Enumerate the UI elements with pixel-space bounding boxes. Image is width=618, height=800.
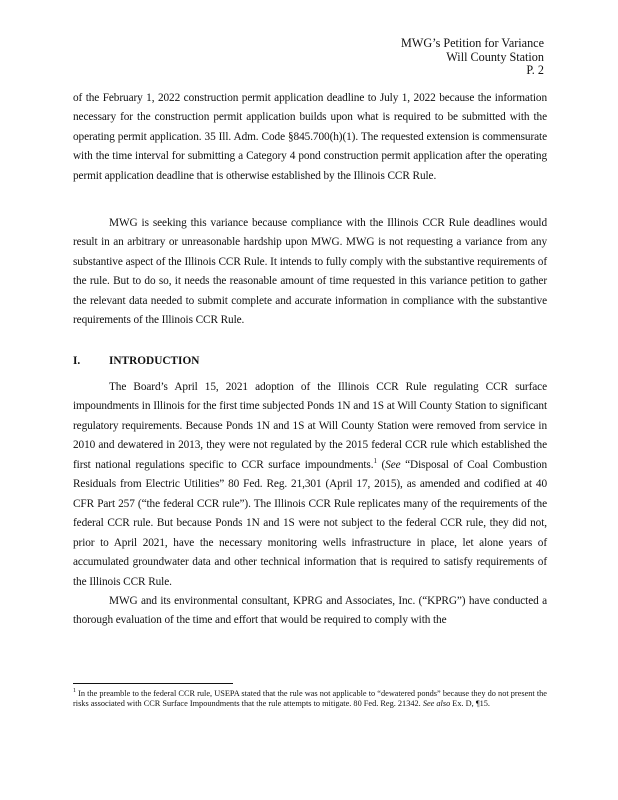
paragraph-2-text: MWG is seeking this variance because compliance with the Illinois CCR Rule deadlines would result in an arbitrary or unreasonable hardship upon MWG. MWG is not requesting a variance from any substantive aspect of the Illinois CCR Rule. It intends to fully comply with the substantive requirements of the rule. But to do so, it needs the reasonable amount of time requested in this variance petition to gather the relevant data needed to submit complete and accurate information in compliance with the substantive requirements of the Illinois CCR Rule. [73,217,547,327]
footnote-text-end: Ex. D, ¶15. [450,699,490,709]
paragraph-3-text-end: “Disposal of Coal Combustion Residuals from Electric Utilities” 80 Fed. Reg. 21,301 (April 17, 2015), as amended and codified at 40 CFR Part 257 (“the federal CCR rule”). The Illinois CCR Rule replicates many of the requirements of the federal CCR rule. But because Ponds 1N and 1S were not subject to the federal CCR rule, they did not, prior to April 2021, have the necessary monitoring wells infrastructure in place, let alone years of accumulated groundwater data and other technical information that is required to satisfy requirements of the Illinois CCR Rule. [73,458,548,588]
section-number: I. [73,355,81,367]
footnote-mark: 1 [73,688,76,695]
paragraph-3-text-start: The Board’s April 15, 2021 adoption of the Illinois CCR Rule regulating CCR surface impoundments in Illinois for the first time subjected Ponds 1N and 1S at Will County Station to significant regulatory requirements. Because Ponds 1N and 1S at Will County Station were removed from service in 2010 and dewatered in 2013, they were not regulated by the 2015 federal CCR rule which established the first national regulations specific to CCR surface impoundments. [73,381,547,471]
paragraph-1 [73,89,547,186]
page-header [401,37,544,78]
paragraph-2 [73,214,547,331]
footnote [73,689,547,710]
section-heading [73,352,199,371]
header-page-number: P. 2 [526,63,544,78]
see-signal: See [385,458,401,471]
section-title: INTRODUCTION [109,355,200,367]
see-also-signal: See also [422,699,451,709]
paragraph-3-text: The Board’s April 15, 2021 adoption of the Illinois CCR Rule regulating CCR surface impoundments in Illinois for the first time subjected Ponds 1N and 1S at Will County Station to significant regulatory requirements. Because Ponds 1N and 1S at Will County Station were removed from service in 2010 and dewatered in 2013, they were not regulated by the 2015 federal CCR rule which established the first national regulations specific to CCR surface impoundments.$^1$ (See “Disposal of Coal Combustion Residuals from Electric Utilities” 80 Fed. Reg. 21,301 (April 17, 2015), as amended and codified at 40 CFR Part 257 (“the federal CCR rule”). The Illinois CCR Rule replicates many of the requirements of the federal CCR rule. But because Ponds 1N and 1S were not subject to the federal CCR rule, they did not, prior to April 2021, have the necessary monitoring wells infrastructure in place, let alone years of accumulated groundwater data and other technical information that is required to satisfy requirements of the Illinois CCR Rule. [73,381,548,588]
paragraph-4-text: MWG and its environmental consultant, KPRG and Associates, Inc. (“KPRG”) have conducted a thorough evaluation of the time and effort that would be required to comply with the [73,594,547,627]
paragraph-3 [73,378,547,631]
header-title: MWG’s Petition for Variance [401,36,544,50]
paragraph-1-text: of the February 1, 2022 construction permit application deadline to July 1, 2022 because the information necessary for the construction permit application builds upon what is required to be submitted with the operating permit application. 35 Ill. Adm. Code §845.700(h)(1). The requested extension is commensurate with the time interval for submitting a Category 4 pond construction permit application after the operating permit application deadline that is otherwise established by the Illinois CCR Rule. [73,92,547,182]
footnote-divider [73,683,233,684]
footnote-text-start: In the preamble to the federal CCR rule, USEPA stated that the rule was not applicable to “dewatered ponds” because they do not present the risks associated with CCR Surface Impoundments that the rule attempts to mitigate. 80 Fed. Reg. 21342. [73,689,547,709]
footnote-reference[interactable]: 1 [373,457,377,466]
header-station: Will County Station [446,49,544,64]
